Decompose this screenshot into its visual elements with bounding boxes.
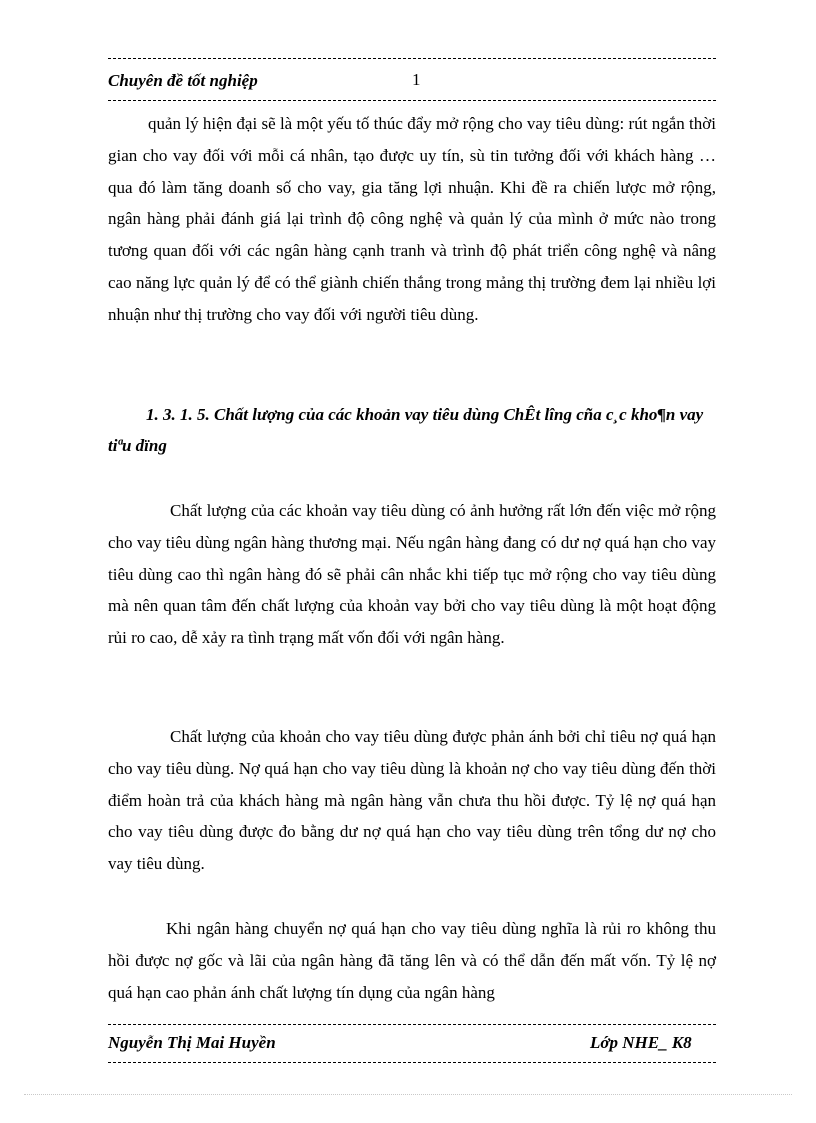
footer-class-label: Lớp NHE_ K8: [590, 1033, 692, 1052]
paragraph-technology-management: quản lý hiện đại sẽ là một yếu tố thúc đẩy mở rộng cho vay tiêu dùng: rút ngắn thời gian cho vay đối với mỗi cá nhân, tạo được uy tín, sù tin tưởng đối với khách hàng … qua đó làm tăng doanh số cho vay, gia tăng lợi nhuận. Khi đề ra chiến lược mở rộng, ngân hàng phải đánh giá lại trình độ công nghệ và quản lý của mình ở mức nào trong tương quan đối với các ngân hàng cạnh tranh và trình độ phát triển công nghệ và nâng cao năng lực quản lý để có thể giành chiến thắng trong mảng thị trường đem lại nhiều lợi nhuận như thị trường cho vay đối với người tiêu dùng.: [108, 114, 716, 324]
document-header-title: Chuyên đề tốt nghiệp: [108, 71, 258, 90]
footer-rule-top: [108, 1024, 716, 1025]
page-number: 1: [412, 70, 421, 89]
footer-rule-bottom: [108, 1062, 716, 1063]
footer-author-name: Nguyễn Thị Mai Huyền: [108, 1033, 276, 1052]
page-bottom-border: [24, 1094, 792, 1095]
header-rule-top: [108, 58, 716, 59]
header-rule-bottom: [108, 100, 716, 101]
section-heading: 1. 3. 1. 5. Chất lượng của các khoản vay tiêu dùng ChÊt lîng cña c¸c kho¶n vay tiªu dïng: [108, 405, 704, 455]
paragraph-loan-quality: Chất lượng của các khoản vay tiêu dùng có ảnh hưởng rất lớn đến việc mở rộng cho vay tiêu dùng ngân hàng thương mại. Nếu ngân hàng đang có dư nợ quá hạn cho vay tiêu dùng cao thì ngân hàng đó sẽ phải cân nhắc khi tiếp tục mở rộng cho vay tiêu dùng mà nên quan tâm đến chất lượng của khoản vay bởi cho vay tiêu dùng là một hoạt động rủi ro cao, dễ xảy ra tình trạng mất vốn đối với ngân hàng.: [108, 501, 716, 648]
paragraph-overdue-indicator: Chất lượng của khoản cho vay tiêu dùng được phản ánh bởi chỉ tiêu nợ quá hạn cho vay tiêu dùng. Nợ quá hạn cho vay tiêu dùng là khoản nợ cho vay tiêu dùng đến thời điểm hoàn trả của khách hàng mà ngân hàng vẫn chưa thu hồi được. Tỷ lệ nợ quá hạn cho vay tiêu dùng được đo bằng dư nợ quá hạn cho vay tiêu dùng trên tổng dư nợ cho vay tiêu dùng.: [108, 727, 716, 874]
paragraph-overdue-risk: Khi ngân hàng chuyển nợ quá hạn cho vay tiêu dùng nghĩa là rủi ro không thu hồi được nợ gốc và lãi của ngân hàng đã tăng lên và có thể dẫn đến mất vốn. Tỷ lệ nợ quá hạn cao phản ánh chất lượng tín dụng của ngân hàng: [108, 919, 716, 1002]
